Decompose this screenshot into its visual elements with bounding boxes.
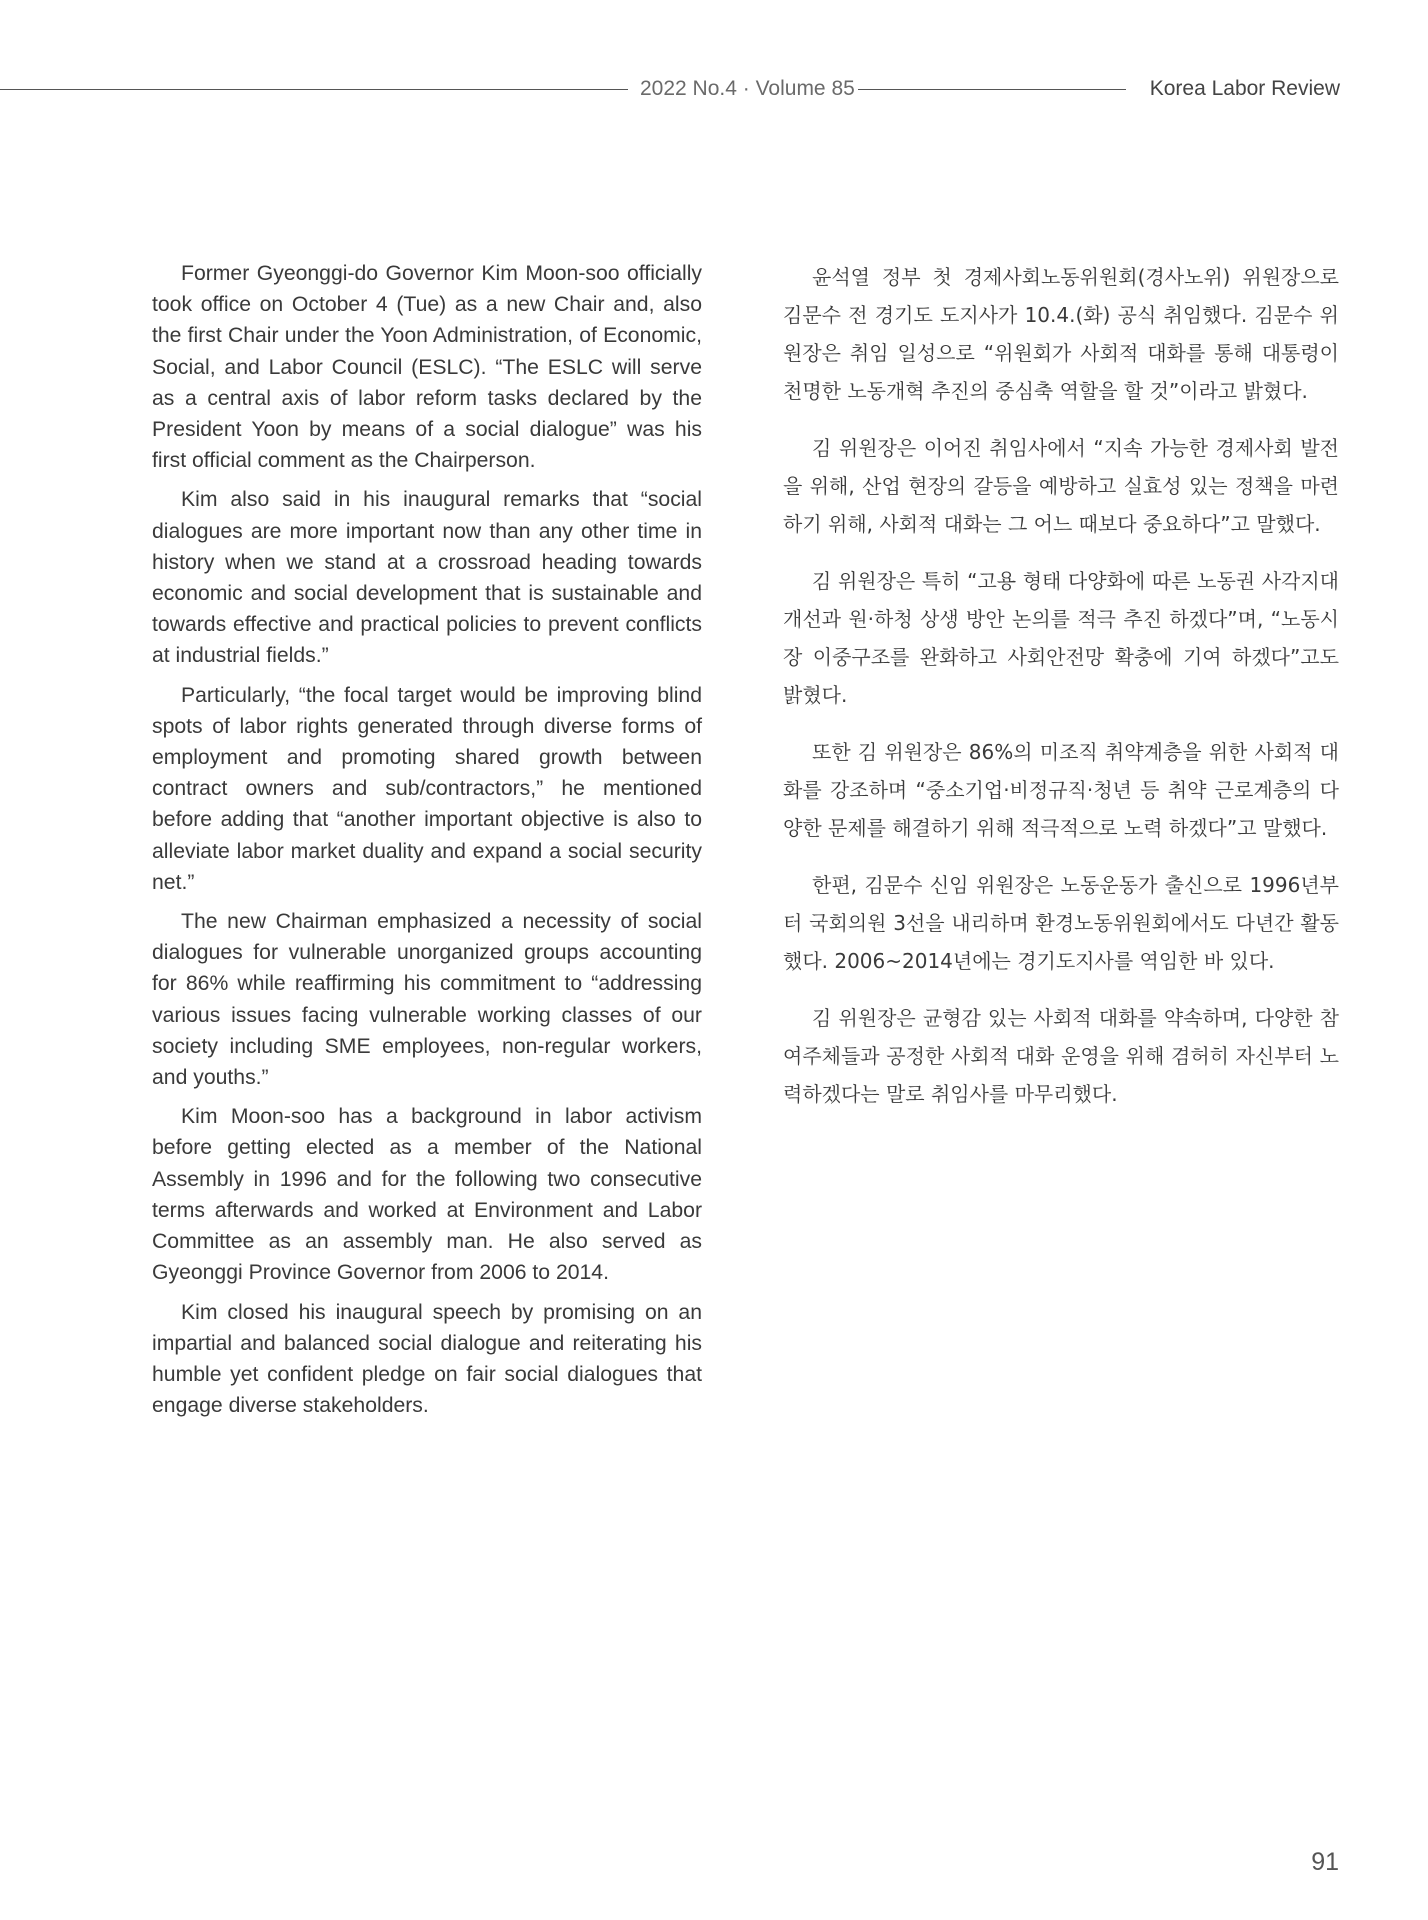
english-paragraph-1: Former Gyeonggi-do Governor Kim Moon-soo officially took office on October 4 (Tue) as a new Chair and, also the first Chair under the Yoon Administration, of Economic, Social, and Labor Council (ESLC). “The ESLC will serve as a central axis of labor reform tasks declared by the President Yoon by means of a social dialogue” was his first official comment as the Chairperson. [152,262,702,473]
korean-paragraph-3: 김 위원장은 특히 “고용 형태 다양화에 따른 노동권 사각지대 개선과 원·하청 상생 방안 논의를 적극 추진 하겠다”며, “노동시장 이중구조를 완화하고 사회안전망 확충에 기여 하겠다”고도 밝혔다. [783,569,1339,707]
header-rule-right [858,89,1126,90]
english-paragraph-6: Kim closed his inaugural speech by promising on an impartial and balanced social dialogue and reiterating his humble yet confident pledge on fair social dialogues that engage diverse stakeholders. [152,1300,702,1418]
english-column [152,258,702,1429]
korean-paragraph-1: 윤석열 정부 첫 경제사회노동위원회(경사노위) 위원장으로 김문수 전 경기도 도지사가 10.4.(화) 공식 취임했다. 김문수 위원장은 취임 일성으로 “위원회가 사회적 대화를 통해 대통령이 천명한 노동개혁 추진의 중심축 역할을 할 것”이라고 밝혔다. [783,265,1339,403]
running-header [0,76,1340,102]
issue-info: 2022 No.4 · Volume 85 [640,77,855,100]
korean-paragraph-5: 한편, 김문수 신임 위원장은 노동운동가 출신으로 1996년부터 국회의원 3선을 내리하며 환경노동위원회에서도 다년간 활동했다. 2006~2014년에는 경기도지사를 역임한 바 있다. [783,873,1339,973]
page-number: 91 [1311,1848,1339,1876]
korean-paragraph-4: 또한 김 위원장은 86%의 미조직 취약계층을 위한 사회적 대화를 강조하며 “중소기업·비정규직·청년 등 취약 근로계층의 다양한 문제를 해결하기 위해 적극적으로 노력 하겠다”고 말했다. [783,740,1339,840]
korean-paragraph-2: 김 위원장은 이어진 취임사에서 “지속 가능한 경제사회 발전을 위해, 산업 현장의 갈등을 예방하고 실효성 있는 정책을 마련하기 위해, 사회적 대화는 그 어느 때보다 중요하다”고 말했다. [783,436,1339,536]
korean-column [783,258,1339,1132]
english-paragraph-2: Kim also said in his inaugural remarks that “social dialogues are more important now than any other time in history when we stand at a crossroad heading towards economic and social development that is sustainable and towards effective and practical policies to prevent conflicts at industrial fields.” [152,488,702,668]
english-paragraph-3: Particularly, “the focal target would be improving blind spots of labor rights generated through diverse forms of employment and promoting shared growth between contract owners and sub/contractors,” he mentioned before adding that “another important objective is also to alleviate labor market duality and expand a social security net.” [152,683,702,894]
english-paragraph-5: Kim Moon-soo has a background in labor activism before getting elected as a member of the National Assembly in 1996 and for the following two consecutive terms afterwards and worked at Environment and Labor Committee as an assembly man. He also served as Gyeonggi Province Governor from 2006 to 2014. [152,1105,702,1285]
header-rule-left [0,89,628,90]
english-paragraph-4: The new Chairman emphasized a necessity of social dialogues for vulnerable unorganized groups accounting for 86% while reaffirming his commitment to “addressing various issues facing vulnerable working classes of our society including SME employees, non-regular workers, and youths.” [152,910,702,1090]
korean-paragraph-6: 김 위원장은 균형감 있는 사회적 대화를 약속하며, 다양한 참여주체들과 공정한 사회적 대화 운영을 위해 겸허히 자신부터 노력하겠다는 말로 취임사를 마무리했다. [783,1006,1339,1106]
journal-title: Korea Labor Review [1149,77,1340,100]
